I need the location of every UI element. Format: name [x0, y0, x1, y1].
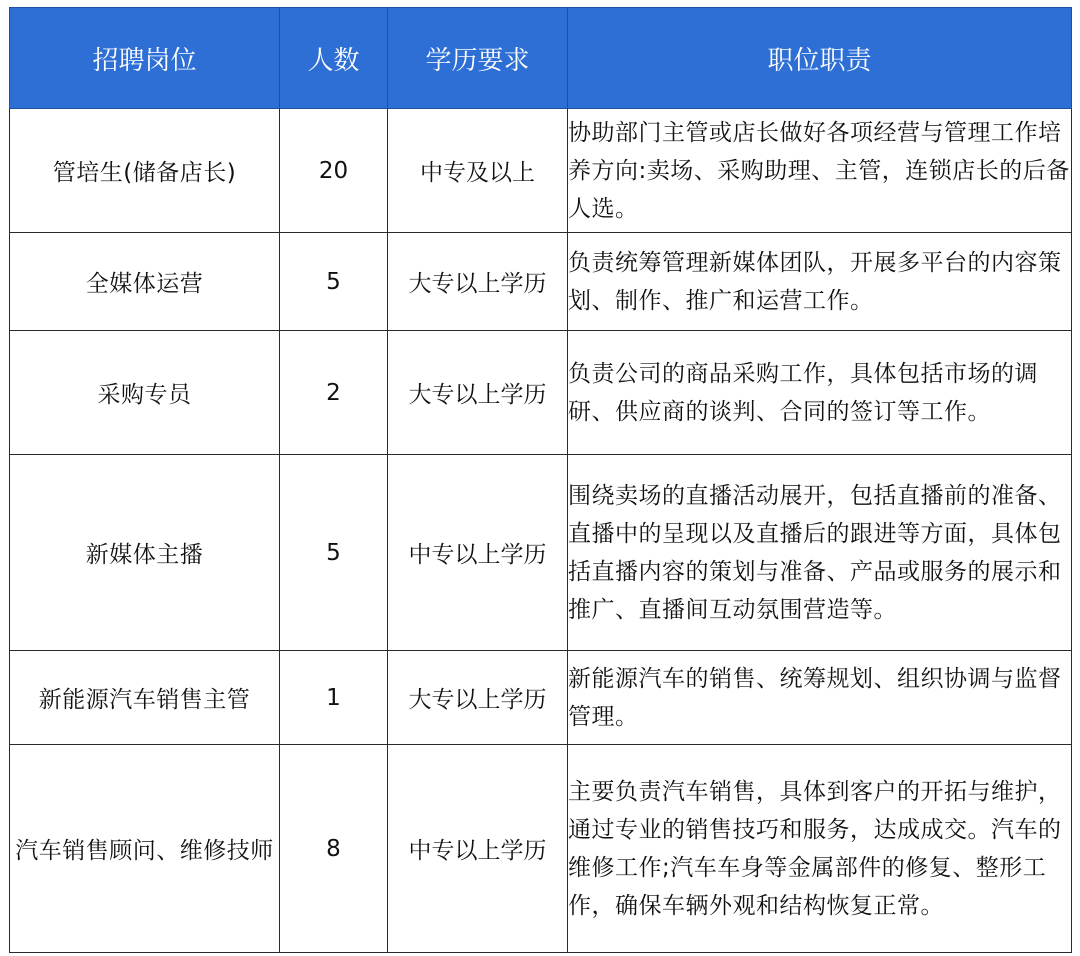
cell-duties: 负责统筹管理新媒体团队，开展多平台的内容策划、制作、推广和运营工作。: [568, 233, 1072, 331]
cell-count: 2: [280, 331, 388, 455]
cell-position: 汽车销售顾问、维修技师: [10, 745, 280, 953]
cell-duties: 围绕卖场的直播活动展开，包括直播前的准备、直播中的呈现以及直播后的跟进等方面，具体包括直播内容的策划与准备、产品或服务的展示和推广、直播间互动氛围营造等。: [568, 455, 1072, 651]
cell-count: 8: [280, 745, 388, 953]
table-row: [10, 651, 1072, 745]
cell-position: 全媒体运营: [10, 233, 280, 331]
cell-duties: 协助部门主管或店长做好各项经营与管理工作培养方向:卖场、采购助理、主管，连锁店长的后备人选。: [568, 109, 1072, 233]
cell-count: 20: [280, 109, 388, 233]
table-row: [10, 331, 1072, 455]
table-header: [10, 8, 1072, 109]
header-count: 人数: [280, 8, 388, 109]
table-body: [10, 109, 1072, 953]
cell-position: 管培生(储备店长): [10, 109, 280, 233]
cell-count: 5: [280, 455, 388, 651]
header-duties: 职位职责: [568, 8, 1072, 109]
cell-education: 中专以上学历: [388, 745, 568, 953]
cell-education: 中专以上学历: [388, 455, 568, 651]
cell-duties: 主要负责汽车销售，具体到客户的开拓与维护，通过专业的销售技巧和服务，达成成交。汽车的维修工作;汽车车身等金属部件的修复、整形工作，确保车辆外观和结构恢复正常。: [568, 745, 1072, 953]
header-row: [10, 8, 1072, 109]
cell-position: 新能源汽车销售主管: [10, 651, 280, 745]
cell-education: 大专以上学历: [388, 651, 568, 745]
cell-duties: 负责公司的商品采购工作，具体包括市场的调研、供应商的谈判、合同的签订等工作。: [568, 331, 1072, 455]
recruitment-table: [9, 7, 1072, 953]
cell-position: 新媒体主播: [10, 455, 280, 651]
header-position: 招聘岗位: [10, 8, 280, 109]
table-row: [10, 455, 1072, 651]
cell-education: 大专以上学历: [388, 233, 568, 331]
table-row: [10, 233, 1072, 331]
table-row: [10, 745, 1072, 953]
header-education: 学历要求: [388, 8, 568, 109]
cell-position: 采购专员: [10, 331, 280, 455]
cell-count: 5: [280, 233, 388, 331]
cell-count: 1: [280, 651, 388, 745]
cell-education: 中专及以上: [388, 109, 568, 233]
cell-education: 大专以上学历: [388, 331, 568, 455]
cell-duties: 新能源汽车的销售、统筹规划、组织协调与监督管理。: [568, 651, 1072, 745]
table-row: [10, 109, 1072, 233]
